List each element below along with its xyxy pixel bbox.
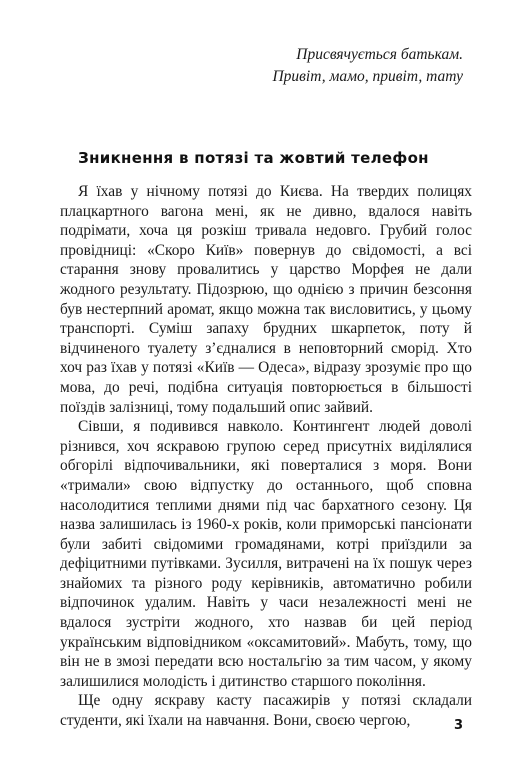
dedication [272, 44, 463, 88]
dedication-line-2: Привіт, мамо, привіт, тату [272, 68, 463, 85]
chapter-title: Зникнення в потязі та жовтий телефон [78, 149, 429, 167]
paragraph-1: Я їхав у нічному потязі до Києва. На твердих полицях плацкартного вагона мені, як не дивно, вдалося навіть подрімати, хоча ця розкіш тривала недовго. Грубий голос провідниці: «Скоро Київ» повернув до свідомості, а всі старання знову провалитись у царство Морфея не дали жодного результату. Підозрюю, що однією з причин безсоння був нестерпний аромат, якщо можна так висловитись, у цьому транспорті. Суміш запаху брудних шкарпеток, поту й відчиненого туалету з’єдналися в неповторний сморід. Хто хоч раз їхав у потязі «Київ — Одеса», відразу зрозуміє про що мова, до речі, подібна ситуація повторюється в більшості поїздів залізниці, тому подальший опис зайвий. [60, 183, 472, 416]
paragraph-3: Ще одну яскраву касту пасажирів у потязі складали студенти, які їхали на навчання. Вони, своєю чергою, [60, 692, 472, 730]
paragraph-2: Сівши, я подивився навколо. Контингент людей доволі різнився, хоч яскравою групою серед присутніх виділялися обгорілі відпочивальники, які поверталися з моря. Вони «тримали» свою відпустку до останнього, щоб сповна насолодитися теплими днями під час бархатного сезону. Ця назва залишилась із 1960-х років, коли приморські пансіонати були забиті свідомими громадянами, котрі приїздили за дефіцитними путівками. Зусилля, витрачені на їх пошук через знайомих та різного роду керівників, автоматично робили відпочинок удалим. Навіть у часи незалежності мені не вдалося зустріти жодного, хто назвав би цей період українським відповідником «оксамитовий». Мабуть, тому, що він не в змозі передати всю ностальгію за тим часом, у якому залишилися молодість і дитинство старшого покоління. [60, 418, 472, 690]
page-number: 3 [453, 718, 463, 733]
chapter-body [60, 182, 472, 731]
dedication-line-1: Присвячується батькам. [296, 46, 463, 63]
